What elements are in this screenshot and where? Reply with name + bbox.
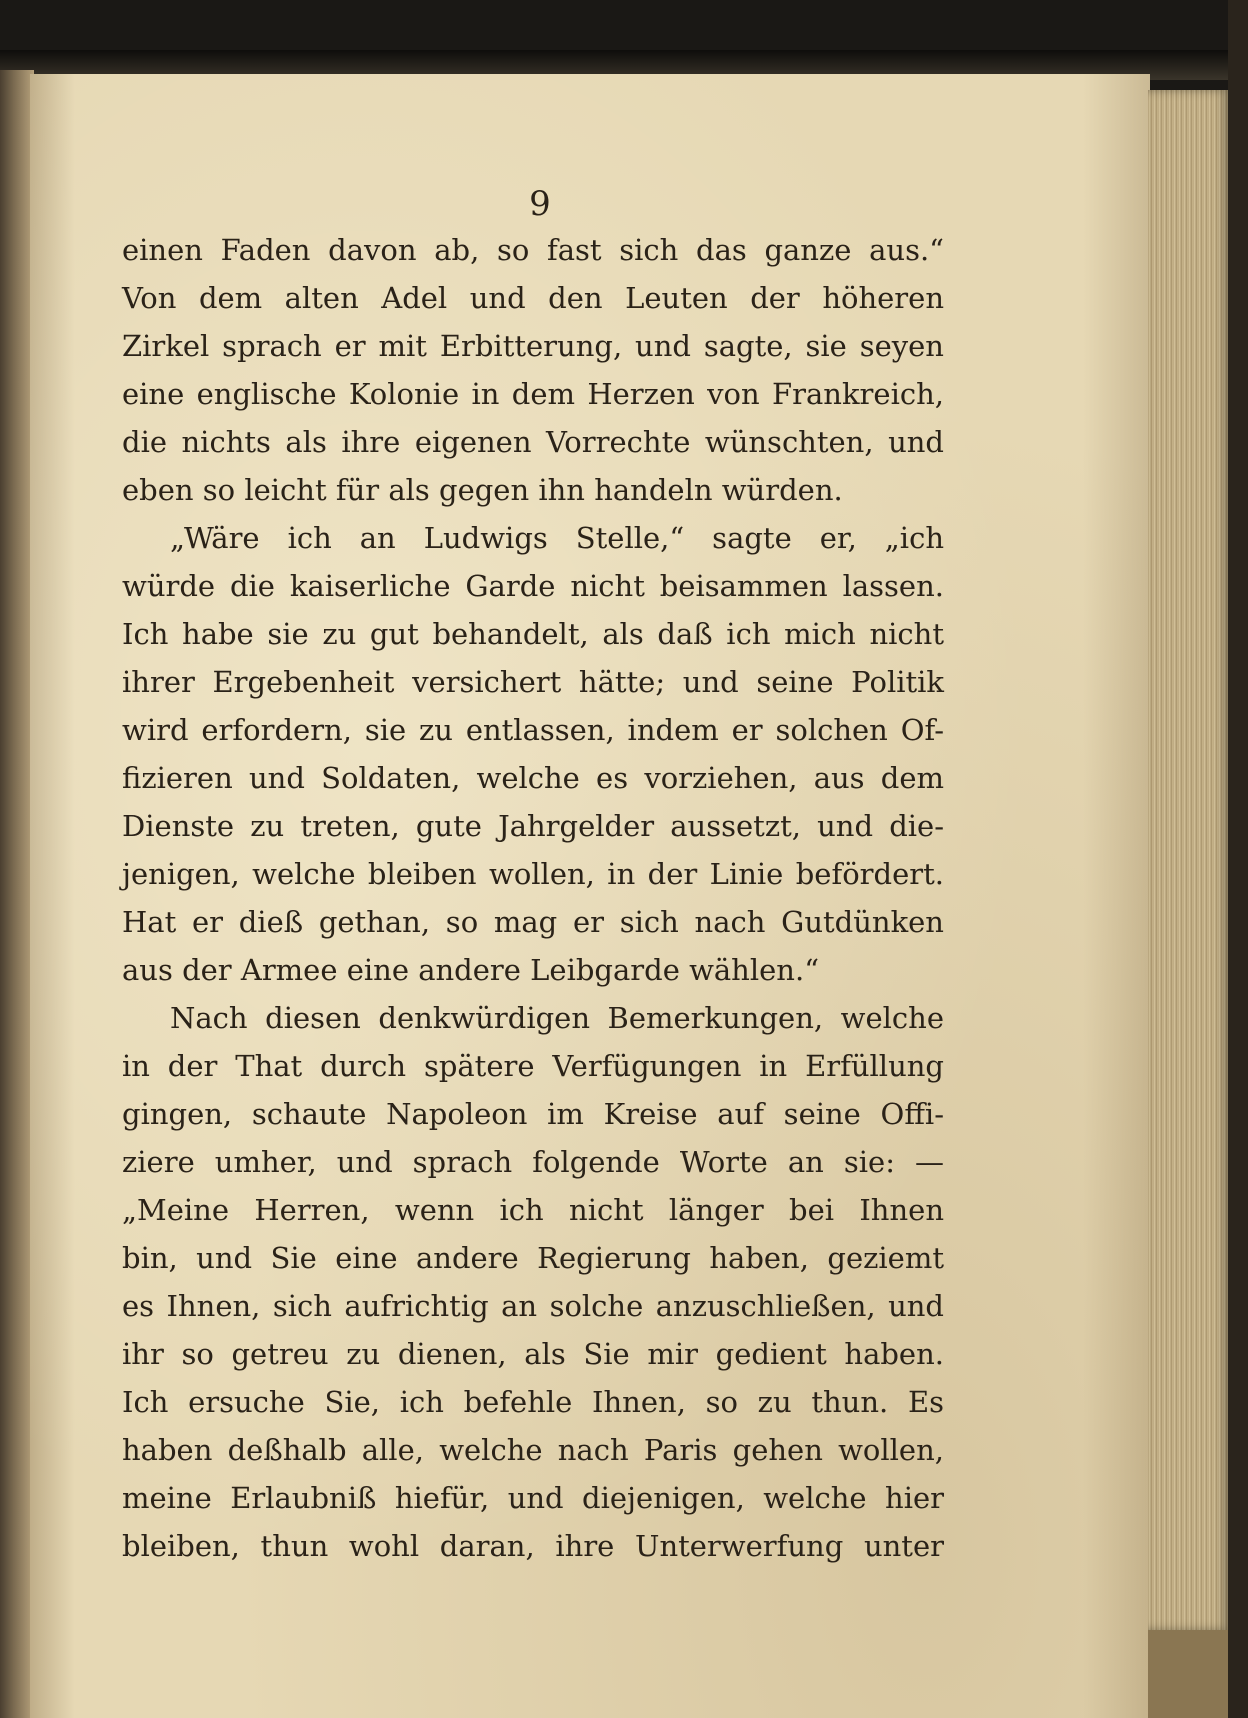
text-line: Hat er dieß gethan, so mag er sich nach Gutdünken — [122, 905, 944, 939]
text-line: die nichts als ihre eigenen Vorrechte wünschten, und — [122, 425, 944, 459]
text-line: in der That durch spätere Verfügungen in Erfüllung — [122, 1049, 944, 1083]
text-line: bin, und Sie eine andere Regierung haben, geziemt — [122, 1241, 944, 1275]
text-line: eine englische Kolonie in dem Herzen von Frankreich, — [122, 377, 944, 411]
text-line: fizieren und Soldaten, welche es vorziehen, aus dem — [122, 761, 944, 795]
text-line: Von dem alten Adel und den Leuten der höheren — [122, 281, 944, 315]
text-line: jenigen, welche bleiben wollen, in der Linie befördert. — [122, 857, 944, 891]
text-line: gingen, schaute Napoleon im Kreise auf seine Offi- — [122, 1097, 944, 1131]
text-line: eben so leicht für als gegen ihn handeln würden. — [122, 473, 843, 507]
text-line: Ich habe sie zu gut behandelt, als daß ich mich nicht — [122, 617, 944, 651]
text-line: aus der Armee eine andere Leibgarde wählen.“ — [122, 953, 820, 987]
page-stack-edge — [1148, 90, 1230, 1630]
text-line: ziere umher, und sprach folgende Worte an sie: — — [122, 1145, 944, 1179]
text-line: bleiben, thun wohl daran, ihre Unterwerfung unter — [122, 1529, 944, 1563]
text-line: Zirkel sprach er mit Erbitterung, und sagte, sie seyen — [122, 329, 944, 363]
text-line: „Wäre ich an Ludwigs Stelle,“ sagte er, „ich — [170, 521, 944, 555]
text-line: Dienste zu treten, gute Jahrgelder aussetzt, und die- — [122, 809, 944, 843]
page-number: 9 — [529, 184, 551, 224]
text-line: ihrer Ergebenheit versichert hätte; und seine Politik — [122, 665, 944, 699]
text-line: Ich ersuche Sie, ich befehle Ihnen, so zu thun. Es — [122, 1385, 944, 1419]
body-text — [122, 226, 944, 1570]
right-background — [1228, 0, 1248, 1718]
text-line: ihr so getreu zu dienen, als Sie mir gedient haben. — [122, 1337, 944, 1371]
text-line: „Meine Herren, wenn ich nicht länger bei Ihnen — [122, 1193, 944, 1227]
text-line: wird erfordern, sie zu entlassen, indem er solchen Of- — [122, 713, 944, 747]
page-stack-bottom — [1148, 1630, 1230, 1718]
left-page-edge — [0, 70, 34, 1718]
text-line: Nach diesen denkwürdigen Bemerkungen, welche — [170, 1001, 944, 1035]
text-line: es Ihnen, sich aufrichtig an solche anzuschließen, und — [122, 1289, 944, 1323]
text-line: einen Faden davon ab, so fast sich das ganze aus.“ — [122, 233, 944, 267]
text-line: haben deßhalb alle, welche nach Paris gehen wollen, — [122, 1433, 944, 1467]
text-line: meine Erlaubniß hiefür, und diejenigen, welche hier — [122, 1481, 944, 1515]
text-line: würde die kaiserliche Garde nicht beisammen lassen. — [122, 569, 944, 603]
